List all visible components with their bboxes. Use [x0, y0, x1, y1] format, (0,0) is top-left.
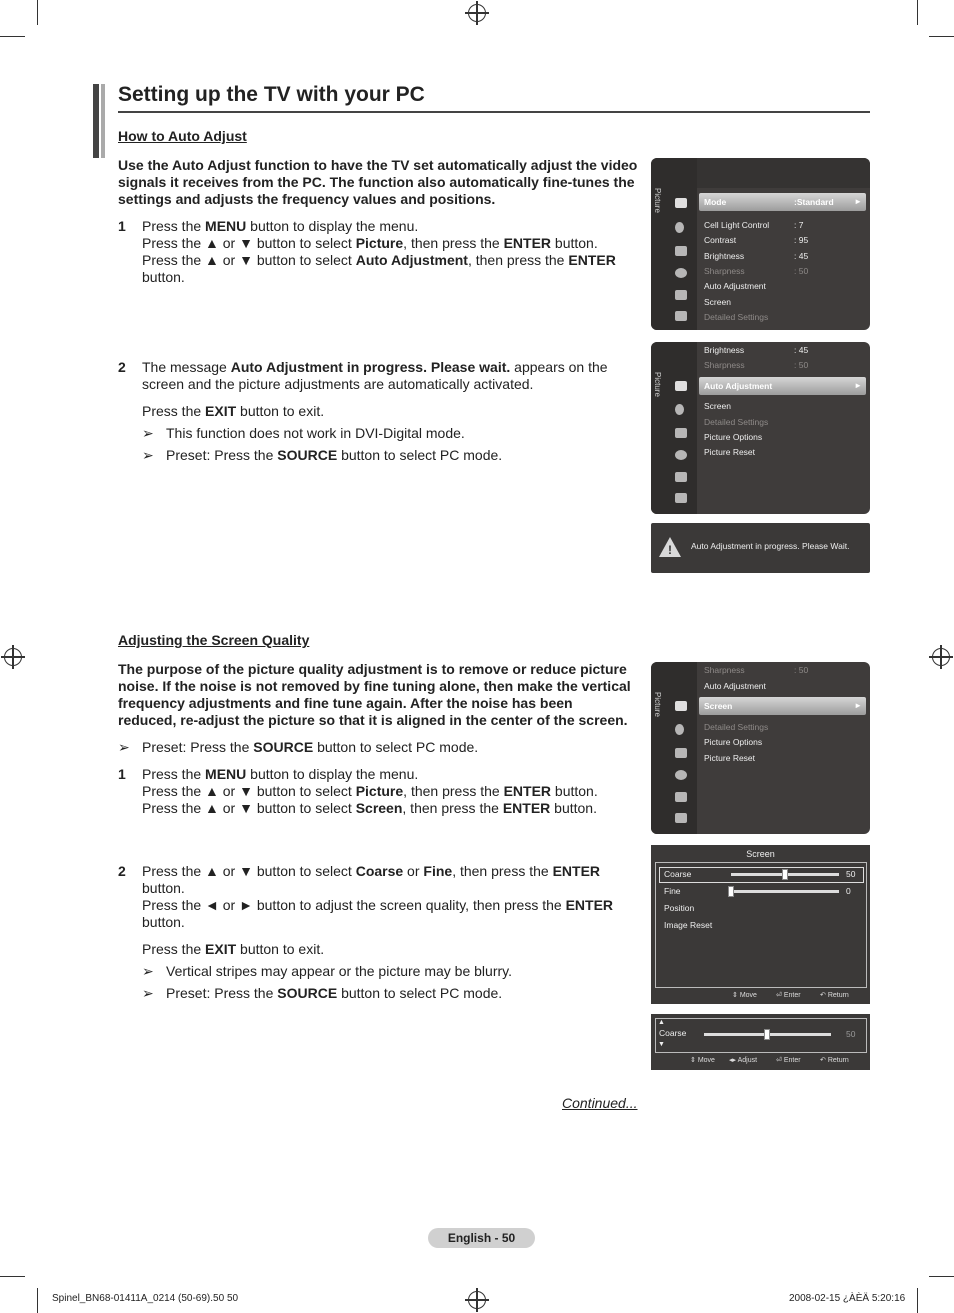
- step-number: 1: [118, 766, 126, 782]
- menu-item[interactable]: Auto Adjustment: [704, 281, 766, 291]
- sound-icon: [675, 724, 684, 735]
- panel-title: Screen: [746, 849, 775, 859]
- menu-item-screen-selected[interactable]: Screen ►: [699, 697, 866, 715]
- channel-icon: [675, 428, 687, 438]
- sound-icon: [675, 222, 684, 233]
- arrow-right-icon: ►: [854, 381, 862, 390]
- application-icon: [675, 311, 687, 321]
- menu-item[interactable]: Picture Reset: [704, 447, 756, 457]
- menu-category-label: Picture: [653, 692, 662, 717]
- section-intro: Use the Auto Adjust function to have the TV set automatically adjust the video signals it receives from the PC. The function also automatically fine-tunes the settings and adjusts the frequency values and positions.: [118, 157, 638, 207]
- menu-item[interactable]: Picture Options: [704, 737, 763, 747]
- menu-item[interactable]: Picture Reset: [704, 753, 756, 763]
- registration-mark-icon: [468, 1291, 486, 1309]
- picture-icon: [675, 381, 687, 391]
- coarse-slider-handle[interactable]: [782, 869, 788, 880]
- exit-instruction: Press the EXIT button to exit.: [142, 403, 325, 419]
- menu-item: Detailed Settings: [704, 722, 769, 732]
- menu-item-image-reset[interactable]: Image Reset: [664, 920, 713, 930]
- menu-sidebar: [651, 342, 697, 514]
- section-heading-screen-quality: Adjusting the Screen Quality: [118, 632, 310, 648]
- fine-value: 0: [846, 886, 851, 896]
- input-icon: [675, 472, 687, 482]
- step-number: 2: [118, 863, 126, 879]
- menu-category-label: Picture: [653, 188, 662, 213]
- tv-menu-picture-auto-adjust: [651, 342, 870, 514]
- arrow-right-icon: ►: [854, 197, 862, 206]
- menu-topbar: [697, 158, 870, 188]
- down-arrow-icon: ▼: [658, 1041, 665, 1048]
- menu-item[interactable]: Contrast : 95: [704, 235, 809, 245]
- adjust-hint: ◂▸ Adjust: [729, 1057, 758, 1064]
- menu-item[interactable]: Screen: [704, 297, 731, 307]
- footer-file-info: Spinel_BN68-01411A_0214 (50-69).50 50: [52, 1293, 239, 1304]
- step-number: 2: [118, 359, 126, 375]
- menu-item-auto-adjustment-selected[interactable]: Auto Adjustment ►: [699, 377, 866, 395]
- menu-sidebar: [651, 662, 697, 834]
- arrow-note-icon: ➢: [118, 739, 130, 755]
- footer-timestamp: 2008-02-15 ¿ÀÈÄ 5:20:16: [789, 1293, 906, 1304]
- arrow-right-icon: ►: [854, 701, 862, 710]
- page-number-badge: English - 50: [428, 1228, 535, 1248]
- picture-icon: [675, 198, 687, 208]
- step-1-text: Press the MENU button to display the menu. Press the ▲ or ▼ button to select Picture, then press the ENTER button. Press the ▲ or ▼ button to select Screen, then press the ENTER button.: [142, 766, 598, 816]
- up-arrow-icon: ▲: [658, 1019, 665, 1026]
- menu-sidebar: [651, 158, 697, 330]
- note: ➢ Preset: Press the SOURCE button to select PC mode.: [142, 447, 503, 463]
- coarse-value: 50: [846, 1029, 856, 1039]
- menu-item: Detailed Settings: [704, 417, 769, 427]
- channel-icon: [675, 748, 687, 758]
- crop-mark: [917, 1288, 918, 1313]
- step-2-text: The message Auto Adjustment in progress. Please wait. appears on the screen and the picture adjustments are automatically activated.: [142, 359, 608, 392]
- arrow-note-icon: ➢: [142, 963, 154, 979]
- auto-adjust-progress-message: ! Auto Adjustment in progress. Please Wait.: [651, 523, 870, 573]
- crop-mark: [0, 36, 25, 37]
- step-2-text: Press the ▲ or ▼ button to select Coarse or Fine, then press the ENTER button. Press the ◄ or ► button to adjust the screen quality, then press the ENTER button.: [142, 863, 614, 930]
- menu-item: Sharpness : 50: [704, 360, 809, 370]
- panel-box: [655, 1018, 867, 1053]
- menu-item[interactable]: Brightness : 45: [704, 251, 809, 261]
- channel-icon: [675, 246, 687, 256]
- application-icon: [675, 813, 687, 823]
- setup-gear-icon: [675, 268, 687, 278]
- fine-label[interactable]: Fine: [664, 886, 681, 896]
- move-hint: ⇕ Move: [690, 1057, 715, 1064]
- menu-item[interactable]: Brightness : 45: [704, 345, 809, 355]
- move-hint: ⇕ Move: [732, 992, 757, 999]
- picture-icon: [675, 701, 687, 711]
- note: ➢ This function does not work in DVI-Digital mode.: [142, 425, 465, 441]
- crop-mark: [37, 1288, 38, 1313]
- enter-hint: ⏎ Enter: [776, 992, 801, 999]
- coarse-slider-handle[interactable]: [764, 1029, 770, 1040]
- page-title: Setting up the TV with your PC: [118, 83, 425, 106]
- fine-slider[interactable]: [731, 890, 839, 893]
- exit-instruction: Press the EXIT button to exit.: [142, 941, 325, 957]
- title-accent-bar: [93, 84, 99, 158]
- crop-mark: [917, 0, 918, 25]
- menu-item[interactable]: Cell Light Control : 7: [704, 220, 804, 230]
- panel-box: [655, 862, 867, 988]
- coarse-value: 50: [846, 869, 856, 879]
- input-icon: [675, 792, 687, 802]
- return-hint: ↶ Return: [820, 1057, 849, 1064]
- registration-mark-icon: [4, 648, 22, 666]
- tv-menu-picture: [651, 158, 870, 330]
- menu-item: Sharpness : 50: [704, 665, 809, 675]
- arrow-note-icon: ➢: [142, 985, 154, 1001]
- arrow-note-icon: ➢: [142, 447, 154, 463]
- note: ➢ Vertical stripes may appear or the picture may be blurry.: [142, 963, 513, 979]
- step-number: 1: [118, 218, 126, 234]
- sound-icon: [675, 404, 684, 415]
- note: ➢ Preset: Press the SOURCE button to select PC mode.: [118, 739, 479, 755]
- registration-mark-icon: [932, 648, 950, 666]
- tv-coarse-adjust-panel: [651, 1014, 870, 1070]
- crop-mark: [0, 1276, 25, 1277]
- crop-mark: [929, 36, 954, 37]
- enter-hint: ⏎ Enter: [776, 1057, 801, 1064]
- coarse-label: Coarse: [659, 1028, 687, 1038]
- input-icon: [675, 290, 687, 300]
- crop-mark: [929, 1276, 954, 1277]
- menu-item: Detailed Settings: [704, 312, 769, 322]
- step-1-text: Press the MENU button to display the menu. Press the ▲ or ▼ button to select Picture, then press the ENTER button. Press the ▲ or ▼ button to select Auto Adjustment, then press the ENTER button.: [142, 218, 616, 285]
- tv-screen-settings-panel: [651, 845, 870, 1004]
- menu-item-mode-selected[interactable]: Mode :Standard ►: [699, 193, 866, 211]
- registration-mark-icon: [468, 4, 486, 22]
- title-accent-bar: [101, 84, 105, 158]
- title-rule: [118, 111, 870, 113]
- crop-mark: [37, 0, 38, 25]
- coarse-label: Coarse: [664, 869, 692, 879]
- tv-menu-picture-screen: [651, 662, 870, 834]
- menu-item-position[interactable]: Position: [664, 903, 695, 913]
- setup-gear-icon: [675, 770, 687, 780]
- section-heading-auto-adjust: How to Auto Adjust: [118, 128, 247, 144]
- menu-item[interactable]: Picture Options: [704, 432, 763, 442]
- menu-item[interactable]: Screen: [704, 401, 731, 411]
- continued-link: Continued...: [562, 1095, 638, 1111]
- menu-category-label: Picture: [653, 372, 662, 397]
- fine-slider-handle[interactable]: [728, 886, 734, 897]
- menu-item: Sharpness : 50: [704, 266, 809, 276]
- return-hint: ↶ Return: [820, 992, 849, 999]
- arrow-note-icon: ➢: [142, 425, 154, 441]
- application-icon: [675, 493, 687, 503]
- menu-item[interactable]: Auto Adjustment: [704, 681, 766, 691]
- section-intro: The purpose of the picture quality adjustment is to remove or reduce picture noise. If the noise is not removed by fine tuning alone, then make the vertical frequency adjustments and fine tune again. After the noise has been reduced, re-adjust the picture so that it is aligned in the center of the screen.: [118, 661, 631, 728]
- setup-gear-icon: [675, 450, 687, 460]
- note: ➢ Preset: Press the SOURCE button to select PC mode.: [142, 985, 503, 1001]
